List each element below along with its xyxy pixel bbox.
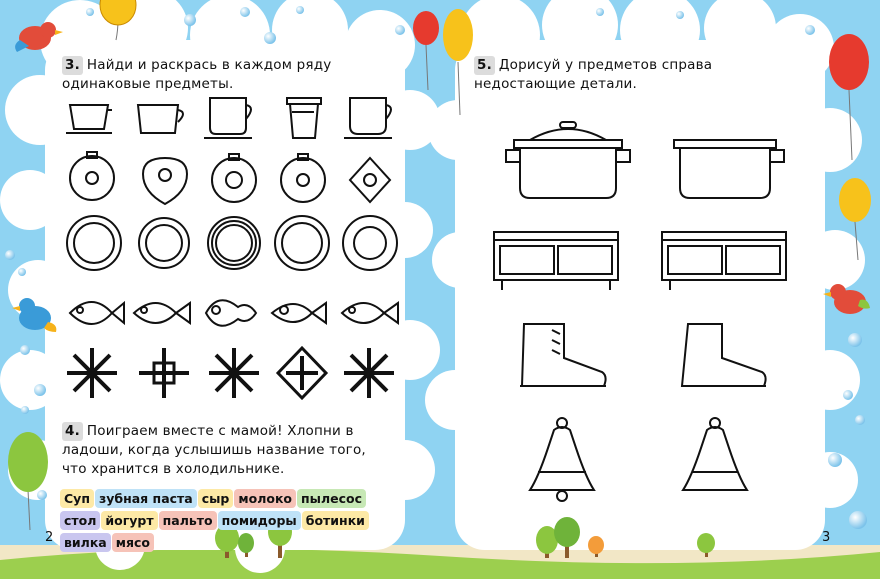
task3-instruction: Найди и раскрась в каждом ряду одинаковые предметы. [62,57,332,92]
task3-number: 3. [62,56,83,75]
word-chip: пылесос [297,489,366,508]
word-list [60,489,390,555]
word-chip: молоко [234,489,296,508]
word-chip: мясо [112,533,154,552]
task5-number: 5. [474,56,495,75]
word-chip: пальто [159,511,217,530]
page-number-right: 3 [822,530,831,545]
task4-instruction: Поиграем вместе с мамой! Хлопни в ладоши, когда услышишь название того, что хранится в холодильнике. [62,423,366,477]
word-chip: йогурт [101,511,157,530]
snowflake-icon [67,348,117,398]
snowflake-icon [209,348,259,398]
task4-number: 4. [62,422,83,441]
word-chip: ботинки [302,511,369,530]
word-chip: Суп [60,489,94,508]
word-chip: помидоры [218,511,301,530]
task3-text [62,56,337,94]
task5-instruction: Дорисуй у предметов справа недостающие детали. [474,57,713,92]
word-chip: вилка [60,533,111,552]
page-number-left: 2 [45,530,54,545]
task4-text [62,422,384,479]
snowflake-icon [344,348,394,398]
word-chip: зубная паста [95,489,197,508]
word-chip: стол [60,511,100,530]
task5-text [474,56,799,94]
word-chip: сыр [198,489,234,508]
